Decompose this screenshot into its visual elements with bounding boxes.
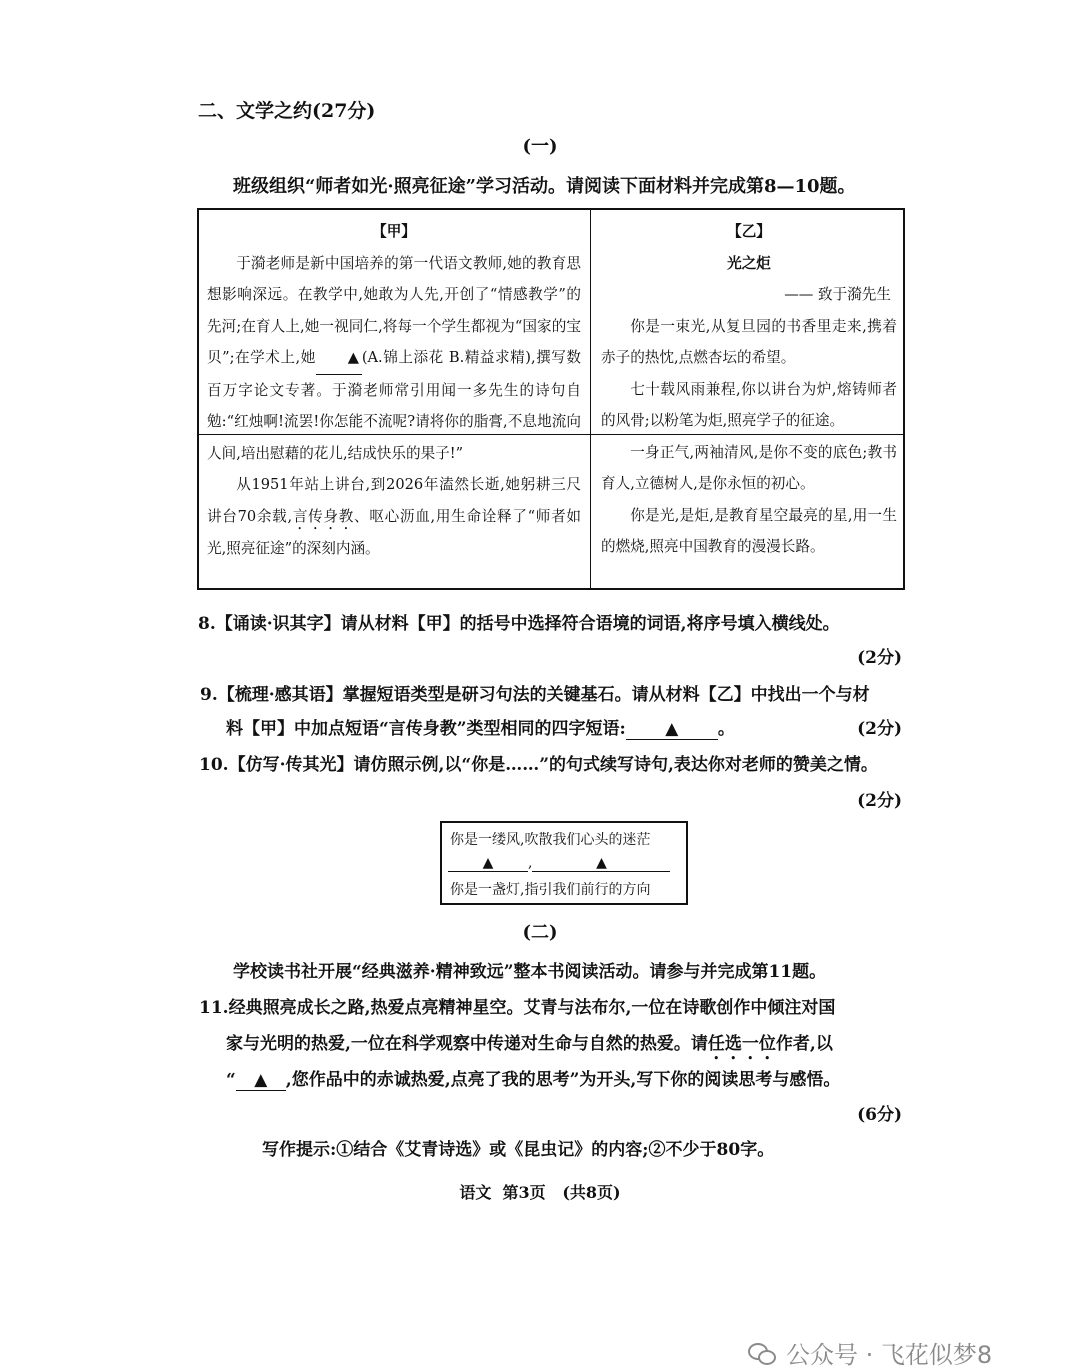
material-b <box>601 216 897 563</box>
material-a-paragraph-1: 于漪老师是新中国培养的第一代语文教师,她的教育思想影响深远。在教学中,她敢为人先,开创了“情感教学”的先河;在育人上,她一视同仁,将每一个学生都视为“国家的宝贝”;在学术上,她 ▲ (A.锦上添花 B.精益求精),撰写数百万字论文专著。于漪老师常引用闻一多先生的诗句自勉:“红烛啊!流罢!你怎能不流呢?请将你的脂膏,不息地流向人间,培出慰藉的花儿,结成快乐的果子!” <box>207 254 581 462</box>
watermark-text: 公众号 · 飞花似梦8 <box>786 1341 993 1369</box>
poem-answer-line: ▲ , ▲ <box>448 855 670 872</box>
writing-hint: 写作提示:①结合《艾青诗选》或《昆虫记》的内容;②不少于80字。 <box>262 1140 775 1160</box>
question-10-score: (2分) <box>857 791 902 811</box>
answer-blank[interactable]: ▲ <box>532 855 670 872</box>
poem-stanza-2: 七十载风雨兼程,你以讲台为炉,熔铸师者的风骨;以粉笔为炬,照亮学子的征途。 <box>601 380 897 429</box>
table-divider <box>590 210 591 588</box>
part1-intro: 班级组织“师者如光·照亮征途”学习活动。请阅读下面材料并完成第8—10题。 <box>233 176 856 197</box>
poem-title: 光之炬 <box>727 254 771 272</box>
material-table <box>197 208 905 590</box>
dotted-phrase: 任选一位 <box>707 1034 776 1054</box>
part1-heading: (一) <box>522 136 558 157</box>
material-a-paragraph-2: 从1951年站上讲台,到2026年溘然长逝,她躬耕三尺讲台70余载,言传身教、呕心沥血,用生命诠释了“师者如光,照亮征途”的深刻内涵。 <box>207 476 581 557</box>
question-9-line-2: 料【甲】中加点短语“言传身教”类型相同的四字短语: ▲ 。 <box>226 719 735 739</box>
wechat-icon <box>748 1343 778 1365</box>
answer-blank[interactable]: ▲ <box>316 342 362 375</box>
dotted-phrase: 言传身教 <box>292 507 355 525</box>
page-footer: 语文 第3页 (共8页) <box>459 1183 621 1202</box>
question-11-line-1: 11.经典照亮成长之路,热爱点亮精神星空。艾青与法布尔,一位在诗歌创作中倾注对国 <box>199 998 836 1018</box>
answer-blank[interactable]: ▲ <box>626 719 718 740</box>
question-11-score: (6分) <box>857 1105 902 1125</box>
part2-intro: 学校读书社开展“经典滋养·精神致远”整本书阅读活动。请参与并完成第11题。 <box>233 962 827 982</box>
question-9-line-1: 9.【梳理·感其语】掌握短语类型是研习句法的关键基石。请从材料【乙】中找出一个与材 <box>200 685 870 705</box>
answer-blank[interactable]: ▲ <box>236 1070 286 1091</box>
material-b-label: 【乙】 <box>727 223 771 240</box>
question-9-score: (2分) <box>857 719 902 739</box>
poem-stanza-3: 一身正气,两袖清风,是你不变的底色;教书育人,立德树人,是你永恒的初心。 <box>601 443 897 492</box>
question-10: 10.【仿写·传其光】请仿照示例,以“你是……”的句式续写诗句,表达你对老师的赞美之情。 <box>199 755 878 775</box>
answer-blank[interactable]: ▲ <box>448 855 528 872</box>
poem-dedication: —— 致于漪先生 <box>784 286 891 303</box>
material-a <box>207 216 581 564</box>
poem-example-line-1: 你是一缕风,吹散我们心头的迷茫 <box>450 832 651 848</box>
watermark <box>748 1335 992 1370</box>
material-a-label: 【甲】 <box>372 223 416 240</box>
poem-stanza-1: 你是一束光,从复旦园的书香里走来,携着赤子的热忱,点燃杏坛的希望。 <box>601 317 897 366</box>
poem-example-line-3: 你是一盏灯,指引我们前行的方向 <box>450 882 651 898</box>
question-11-line-3: “ ▲ ,您作品中的赤诚热爱,点亮了我的思考”为开头,写下你的阅读思考与感悟。 <box>226 1070 841 1090</box>
question-11-line-2: 家与光明的热爱,一位在科学观察中传递对生命与自然的热爱。请任选一位作者,以 <box>226 1034 833 1054</box>
poem-stanza-4: 你是光,是炬,是教育星空最亮的星,用一生的燃烧,照亮中国教育的漫漫长路。 <box>601 506 897 555</box>
question-8: 8.【诵读·识其字】请从材料【甲】的括号中选择符合语境的词语,将序号填入横线处。 <box>198 614 840 634</box>
poem-example-box <box>440 821 688 905</box>
question-8-score: (2分) <box>857 648 902 668</box>
part2-heading: (二) <box>522 922 558 943</box>
section-title: 二、文学之约(27分) <box>198 100 376 122</box>
